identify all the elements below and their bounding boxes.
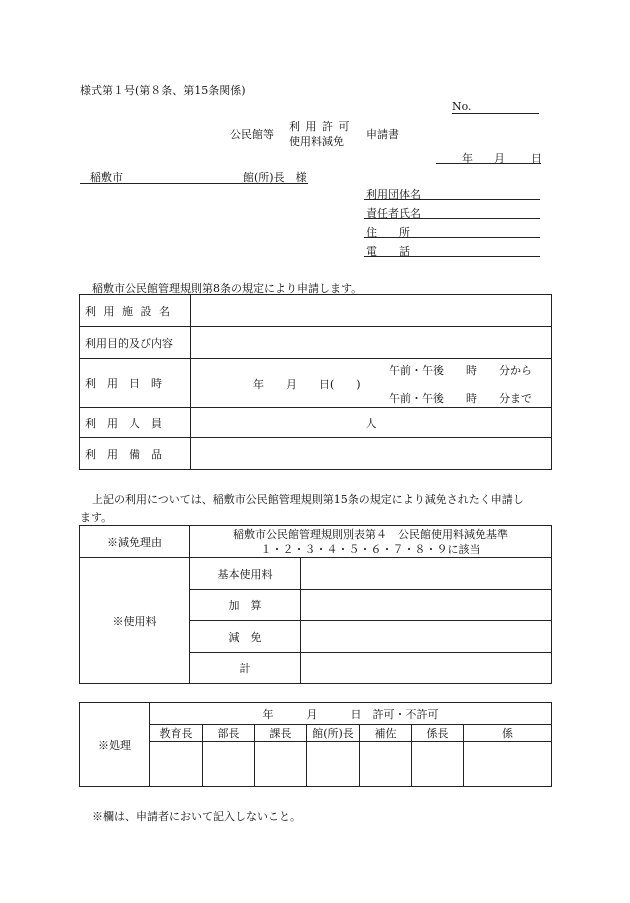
address-label: 住 所: [366, 226, 410, 239]
reason-label: ※減免理由: [80, 526, 190, 558]
person-label: 責任者氏名: [366, 207, 421, 220]
person-field[interactable]: [364, 218, 540, 219]
title-line1: 利 用 許 可: [289, 120, 351, 133]
fee-label: ※使用料: [80, 558, 190, 684]
footer-note: ※欄は、申請者において記入しないこと。: [92, 810, 301, 823]
stamp-section-chief[interactable]: [255, 742, 307, 787]
datetime-label: 利 用 日 時: [80, 359, 191, 408]
datetime-field[interactable]: [191, 359, 552, 408]
purpose-field[interactable]: [191, 327, 552, 359]
stamp-subsection-chief[interactable]: [412, 742, 464, 787]
col-director: 館(所)長: [307, 725, 360, 742]
reason-field[interactable]: [190, 526, 552, 558]
exemption-text-1: 上記の利用については、稲敷市公民館管理規則第15条の規定により減免されたく申請し: [92, 493, 524, 506]
org-label: 利用団体名: [366, 188, 421, 201]
stamp-staff[interactable]: [464, 742, 552, 787]
equipment-field[interactable]: [191, 438, 552, 470]
facility-label: 利 用 施 設 名: [80, 295, 191, 327]
exemption-text-2: ます。: [80, 511, 113, 524]
date-day: 日: [531, 152, 542, 165]
reason-line2: １・２・３・４・５・６・７・８・９に該当: [260, 542, 481, 556]
date-underline: [436, 163, 541, 164]
col-subsection-chief: 係長: [412, 725, 464, 742]
facility-field[interactable]: [191, 295, 552, 327]
no-label: No.: [452, 100, 472, 113]
addressee-underline: [80, 183, 308, 184]
phone-label: 電 話: [366, 245, 410, 258]
process-label: ※処理: [80, 703, 150, 787]
date-month: 月: [494, 152, 505, 165]
phone-field[interactable]: [364, 256, 540, 257]
total-label: 計: [190, 653, 301, 684]
stamp-assistant[interactable]: [360, 742, 412, 787]
equipment-label: 利 用 備 品: [80, 438, 191, 470]
basic-fee-field[interactable]: [301, 558, 552, 590]
stamp-department-head[interactable]: [203, 742, 255, 787]
basic-fee-label: 基本使用料: [190, 558, 301, 590]
time-to: 午前・午後 時 分まで: [389, 392, 532, 405]
addressee-director: 館(所)長 様: [243, 171, 307, 184]
addressee-city: 稲敷市: [90, 171, 123, 184]
col-staff: 係: [464, 725, 552, 742]
intro-text: 稲敷市公民館管理規則第8条の規定により申請します。: [92, 282, 363, 295]
title-line2: 使用料減免: [289, 135, 344, 148]
people-unit: 人: [365, 416, 377, 430]
title-prefix: 公民館等: [230, 128, 274, 141]
addition-field[interactable]: [301, 590, 552, 621]
time-from: 午前・午後 時 分から: [389, 364, 532, 377]
process-table: [79, 702, 552, 787]
purpose-label: 利用目的及び内容: [80, 327, 191, 359]
addition-label: 加 算: [190, 590, 301, 621]
people-field[interactable]: [191, 408, 552, 438]
stamp-director[interactable]: [307, 742, 360, 787]
date-year: 年: [462, 152, 473, 165]
people-label: 利 用 人 員: [80, 408, 191, 438]
stamp-superintendent[interactable]: [150, 742, 203, 787]
exemption-table: [79, 525, 552, 684]
total-field[interactable]: [301, 653, 552, 684]
address-field[interactable]: [364, 237, 540, 238]
title-suffix: 申請書: [366, 128, 399, 141]
no-field[interactable]: [452, 113, 539, 114]
reduction-field[interactable]: [301, 621, 552, 653]
reduction-label: 減 免: [190, 621, 301, 653]
col-section-chief: 課長: [255, 725, 307, 742]
col-assistant: 補佐: [360, 725, 412, 742]
process-decision: 年 月 日 許可・不許可: [150, 703, 552, 725]
usage-table: [79, 294, 552, 470]
date-text: 年 月 日( ): [253, 378, 361, 391]
col-superintendent: 教育長: [150, 725, 203, 742]
reason-line1: 稲敷市公民館管理規則別表第４ 公民館使用料減免基準: [233, 527, 508, 541]
org-field[interactable]: [364, 199, 540, 200]
form-number: 様式第１号(第８条、第15条関係): [80, 84, 246, 97]
col-department-head: 部長: [203, 725, 255, 742]
